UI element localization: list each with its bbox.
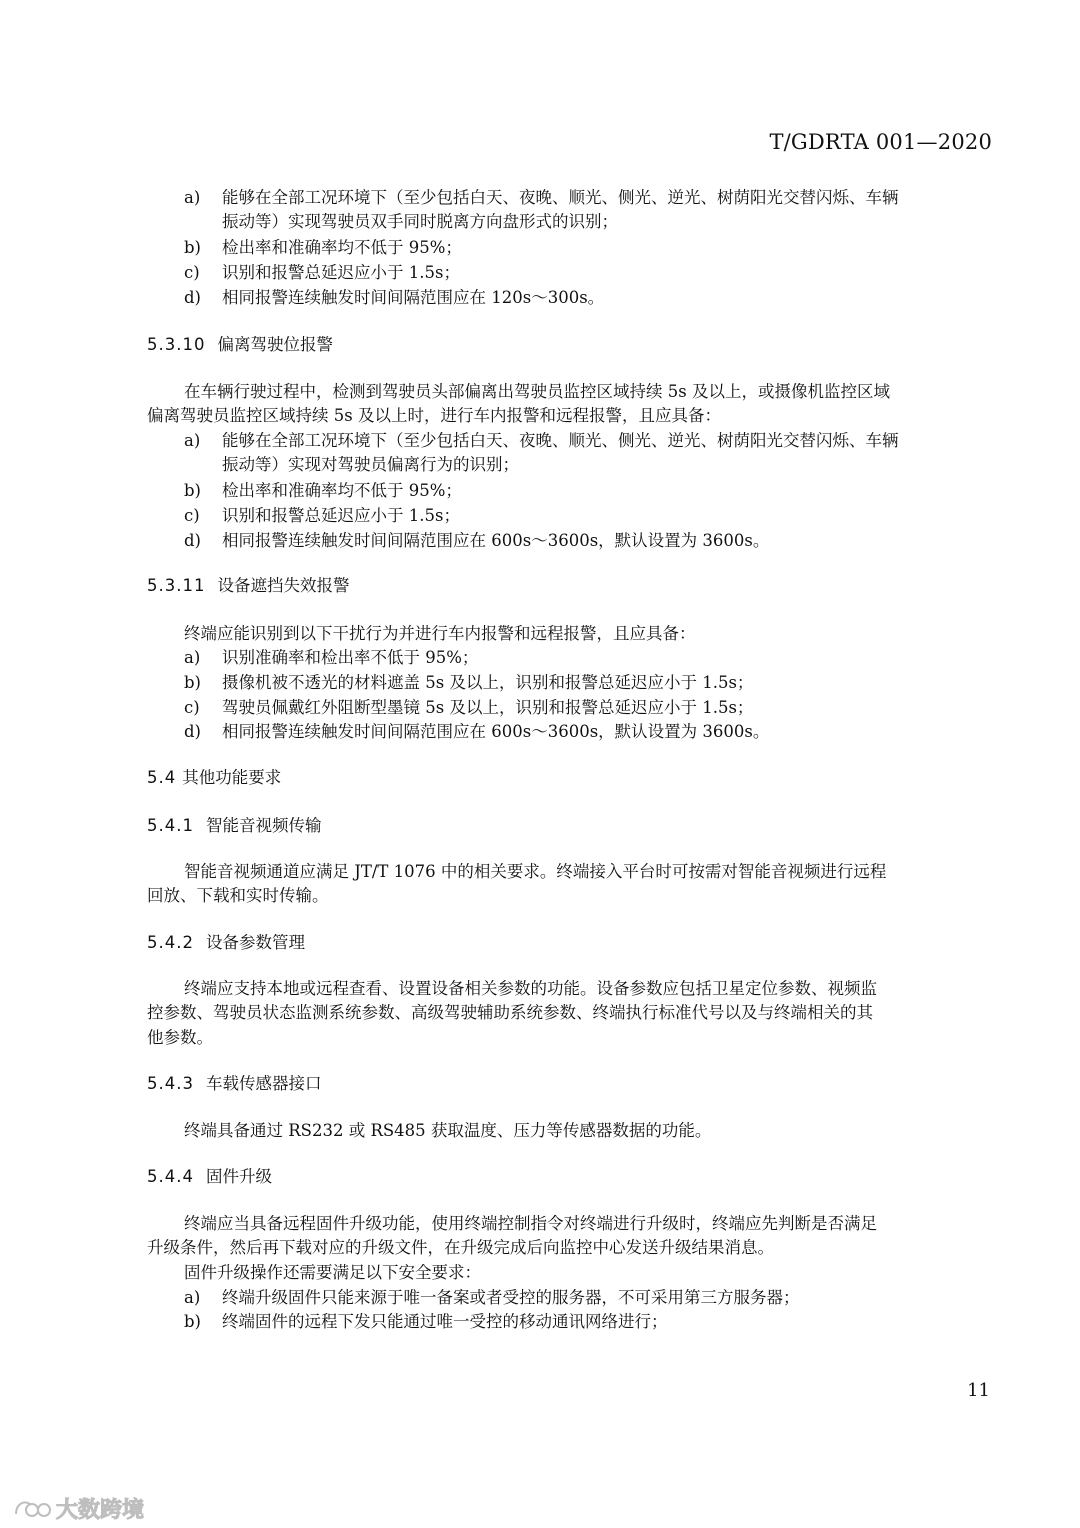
section-title: 固件升级	[205, 1167, 272, 1186]
section-title: 偏离驾驶位报警	[217, 335, 333, 354]
list-item-text: 振动等）实现驾驶员双手同时脱离方向盘形式的识别；	[222, 212, 618, 231]
list-marker: c)	[184, 506, 200, 525]
section-title: 设备遮挡失效报警	[217, 576, 350, 595]
list-item-text: 驾驶员佩戴红外阻断型墨镜 5s 及以上，识别和报警总延迟应小于 1.5s；	[222, 698, 754, 717]
paragraph-line: 回放、下载和实时传输。	[147, 886, 329, 905]
section-number: 5.3.11	[147, 576, 206, 595]
watermark	[12, 1493, 144, 1524]
list-item-text: 相同报警连续触发时间间隔范围应在 600s～3600s，默认设置为 3600s。	[222, 531, 770, 550]
section-heading	[147, 931, 305, 955]
paragraph-line: 终端具备通过 RS232 或 RS485 获取温度、压力等传感器数据的功能。	[184, 1121, 712, 1140]
section-heading	[147, 333, 333, 357]
section-title: 设备参数管理	[205, 933, 305, 952]
section-number: 5.4.2	[147, 933, 194, 952]
list-item-text: 识别和报警总延迟应小于 1.5s；	[222, 506, 460, 525]
list-marker: b)	[184, 673, 201, 692]
paragraph-line: 升级条件，然后再下载对应的升级文件，在升级完成后向监控中心发送升级结果消息。	[147, 1238, 774, 1257]
list-marker: a)	[184, 648, 201, 667]
paragraph-line: 他参数。	[147, 1028, 213, 1047]
list-marker: c)	[184, 698, 200, 717]
list-item-text: 识别准确率和检出率不低于 95%；	[222, 648, 479, 667]
list-item-text: 相同报警连续触发时间间隔范围应在 120s～300s。	[222, 288, 605, 307]
list-marker: d)	[184, 722, 201, 741]
list-item-text: 检出率和准确率均不低于 95%；	[222, 238, 462, 257]
list-marker: d)	[184, 531, 201, 550]
section-heading	[147, 1072, 321, 1096]
list-marker: b)	[184, 238, 201, 257]
list-item-text: 终端固件的远程下发只能通过唯一受控的移动通讯网络进行；	[222, 1312, 668, 1331]
section-title: 其他功能要求	[182, 768, 282, 787]
section-number: 5.4	[147, 768, 177, 787]
section-heading	[147, 1165, 272, 1189]
list-marker: a)	[184, 188, 201, 207]
document-code: T/GDRTA 001—2020	[769, 130, 992, 154]
section-number: 5.3.10	[147, 335, 206, 354]
paragraph-line: 终端应当具备远程固件升级功能，使用终端控制指令对终端进行升级时，终端应先判断是否满足	[184, 1214, 877, 1233]
list-item-text: 能够在全部工况环境下（至少包括白天、夜晚、顺光、侧光、逆光、树荫阳光交替闪烁、车辆	[222, 188, 899, 207]
section-title: 智能音视频传输	[205, 816, 322, 835]
section-number: 5.4.3	[147, 1074, 194, 1093]
paragraph-line: 终端应能识别到以下干扰行为并进行车内报警和远程报警，且应具备：	[184, 624, 696, 643]
list-item-text: 振动等）实现对驾驶员偏离行为的识别；	[222, 455, 519, 474]
paragraph-line: 在车辆行驶过程中，检测到驾驶员头部偏离出驾驶员监控区域持续 5s 及以上，或摄像机监控区域	[184, 382, 890, 401]
list-item-text: 相同报警连续触发时间间隔范围应在 600s～3600s，默认设置为 3600s。	[222, 722, 770, 741]
section-heading	[147, 814, 321, 838]
section-title: 车载传感器接口	[205, 1074, 322, 1093]
list-item-text: 检出率和准确率均不低于 95%；	[222, 481, 462, 500]
list-item-text: 终端升级固件只能来源于唯一备案或者受控的服务器，不可采用第三方服务器；	[222, 1288, 800, 1307]
section-heading	[147, 574, 349, 598]
paragraph-line: 控参数、驾驶员状态监测系统参数、高级驾驶辅助系统参数、终端执行标准代号以及与终端相关的其	[147, 1003, 873, 1022]
list-marker: d)	[184, 288, 201, 307]
list-item-text: 摄像机被不透光的材料遮盖 5s 及以上，识别和报警总延迟应小于 1.5s；	[222, 673, 754, 692]
section-number: 5.4.4	[147, 1167, 194, 1186]
list-item-text: 识别和报警总延迟应小于 1.5s；	[222, 263, 460, 282]
paragraph-line: 智能音视频通道应满足 JT/T 1076 中的相关要求。终端接入平台时可按需对智能音视频进行远程	[184, 862, 887, 881]
paragraph-line: 偏离驾驶员监控区域持续 5s 及以上时，进行车内报警和远程报警，且应具备：	[147, 406, 721, 425]
list-marker: b)	[184, 1312, 201, 1331]
section-number: 5.4.1	[147, 816, 194, 835]
list-marker: b)	[184, 481, 201, 500]
paragraph-line: 终端应支持本地或远程查看、设置设备相关参数的功能。设备参数应包括卫星定位参数、视频监	[184, 979, 877, 998]
list-marker: c)	[184, 263, 200, 282]
list-marker: a)	[184, 1288, 201, 1307]
paragraph-line: 固件升级操作还需要满足以下安全要求：	[184, 1263, 481, 1282]
page-number: 11	[967, 1380, 990, 1401]
list-marker: a)	[184, 431, 201, 450]
section-heading	[147, 766, 281, 790]
list-item-text: 能够在全部工况环境下（至少包括白天、夜晚、顺光、侧光、逆光、树荫阳光交替闪烁、车辆	[222, 431, 899, 450]
watermark-text: 大数跨境	[56, 1498, 145, 1523]
watermark-logo-icon	[12, 1496, 52, 1522]
